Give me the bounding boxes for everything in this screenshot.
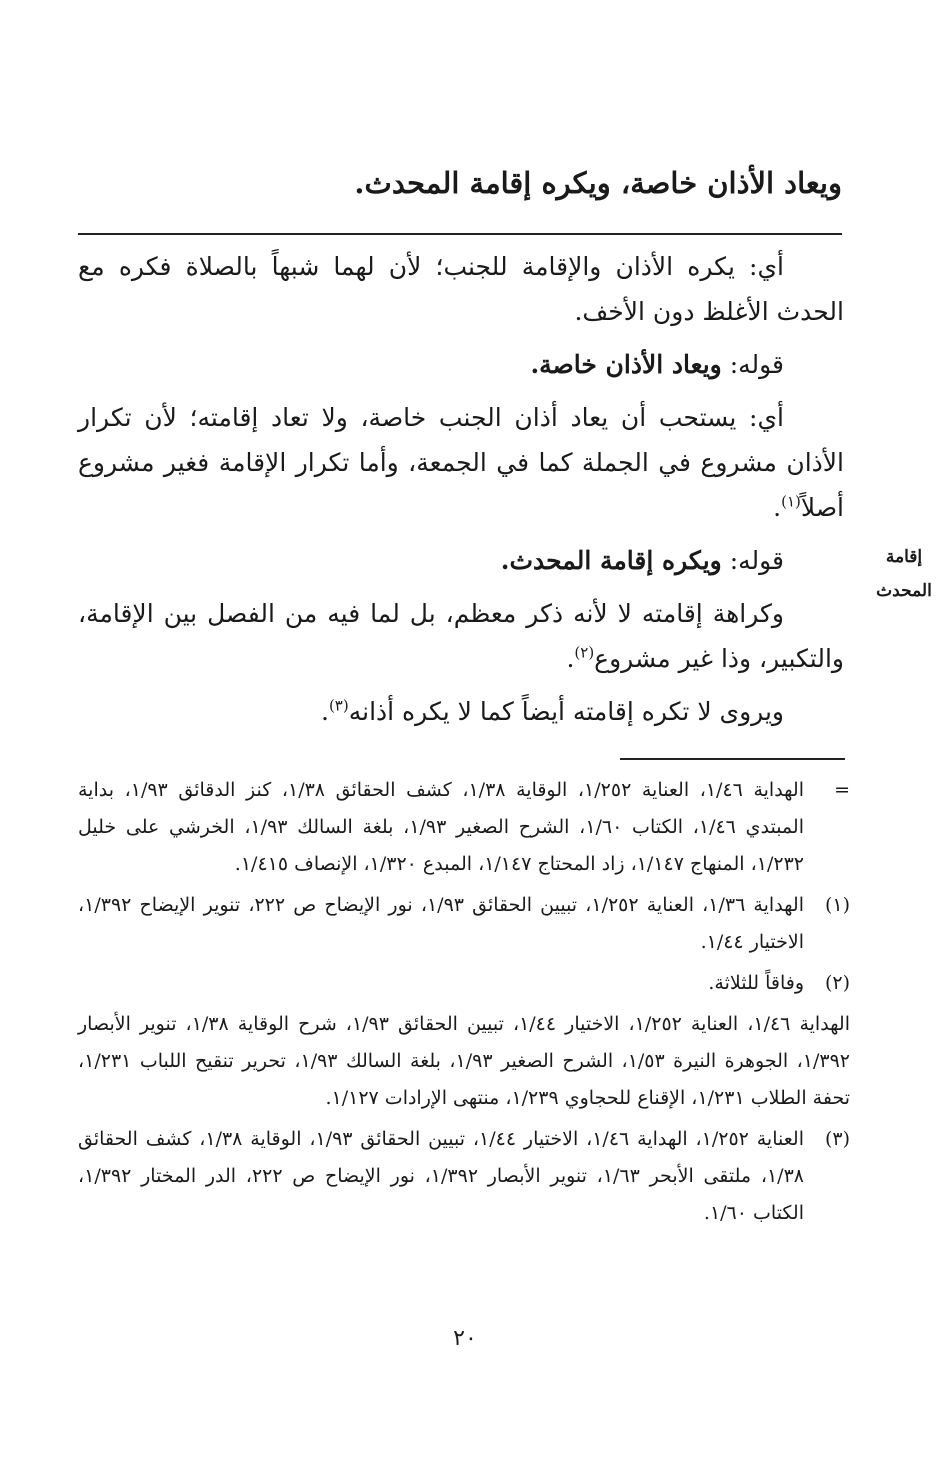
commentary-paragraph: وكراهة إقامته لا لأنه ذكر معظم، بل لما فيه من الفصل بين الإقامة، والتكبير، وذا غير مشروع$^{(٢)}$. bbox=[78, 599, 844, 673]
footnote-1: (١) الهداية ١/٣٦، العناية ١/٢٥٢، تبيين الحقائق ١/٩٣، نور الإيضاح ص ٢٢٢، تنوير الإيضاح ١/٣٩٢، الاختيار ١/٤٤. bbox=[78, 894, 850, 953]
footnote-2: (٢) وفاقاً للثلاثة. bbox=[708, 972, 850, 994]
commentary-paragraph: أي: يستحب أن يعاد أذان الجنب خاصة، ولا تعاد إقامته؛ لأن تكرار الأذان مشروع في الجملة كما في الجمعة، وأما تكرار الإقامة فغير مشروع أصلاً$^{(١)}$. bbox=[78, 403, 844, 522]
top-divider bbox=[78, 233, 842, 235]
commentary-paragraph: ويروى لا تكره إقامته أيضاً كما لا يكره أذانه$^{(٣)}$. bbox=[320, 696, 784, 726]
quoted-phrase: قوله: ويعاد الأذان خاصة. bbox=[530, 350, 784, 379]
matn-heading: ويعاد الأذان خاصة، ويكره إقامة المحدث. bbox=[354, 166, 842, 200]
footnote-ref: (١) bbox=[781, 492, 801, 511]
page-number: ٢٠ bbox=[453, 1326, 477, 1351]
footnote-3: (٣) العناية ١/٢٥٢، الهداية ١/٤٦، الاختيار ١/٤٤، تبيين الحقائق ١/٩٣، الوقاية ١/٣٨، كشف الحقائق ١/٣٨، ملتقى الأبحر ١/٦٣، تنوير الأبصار ١/٣٩٢، نور الإيضاح ص ٢٢٢، الدر المختار ١/٣٩٢، الكتاب ١/٦٠. bbox=[78, 1128, 850, 1224]
quoted-phrase: قوله: ويكره إقامة المحدث. bbox=[500, 546, 784, 575]
footnote-2-sources: الهداية ١/٤٦، العناية ١/٢٥٢، الاختيار ١/٤٤، تبيين الحقائق ١/٩٣، شرح الوقاية ١/٣٨، تنوير الأبصار ١/٣٩٢، الجوهرة النيرة ١/٥٣، الشرح الصغير ١/٩٣، بلغة السالك ١/٩٣، تحرير تنقيح اللباب ١/٢٣١، تحفة الطلاب ١/٢٣١، الإقناع للحجاوي ١/٢٣٩، منتهى الإرادات ١/١٢٧. bbox=[78, 1013, 850, 1109]
footnote-ref: (٢) bbox=[574, 643, 595, 662]
footnote-divider bbox=[620, 758, 845, 760]
commentary-body bbox=[78, 244, 844, 742]
footnotes bbox=[78, 772, 850, 1236]
footnote-continued: = الهداية ١/٤٦، العناية ١/٢٥٢، الوقاية ١/٣٨، كشف الحقائق ١/٣٨، كنز الدقائق ١/٩٣، بداية المبتدي ١/٤٦، الكتاب ١/٦٠، الشرح الصغير ١/٩٣، بلغة السالك ١/٩٣، الخرشي على خليل ١/٢٣٢، المنهاج ١/١٤٧، زاد المحتاج ١/١٤٧، المبدع ١/٣٢٠، الإنصاف ١/٤١٥. bbox=[78, 779, 850, 875]
footnote-ref: (٣) bbox=[328, 696, 349, 715]
margin-heading: إقامة المحدث bbox=[876, 547, 932, 601]
commentary-paragraph: أي: يكره الأذان والإقامة للجنب؛ لأن لهما شبهاً بالصلاة فكره مع الحدث الأغلظ دون الأخف. bbox=[78, 252, 844, 326]
